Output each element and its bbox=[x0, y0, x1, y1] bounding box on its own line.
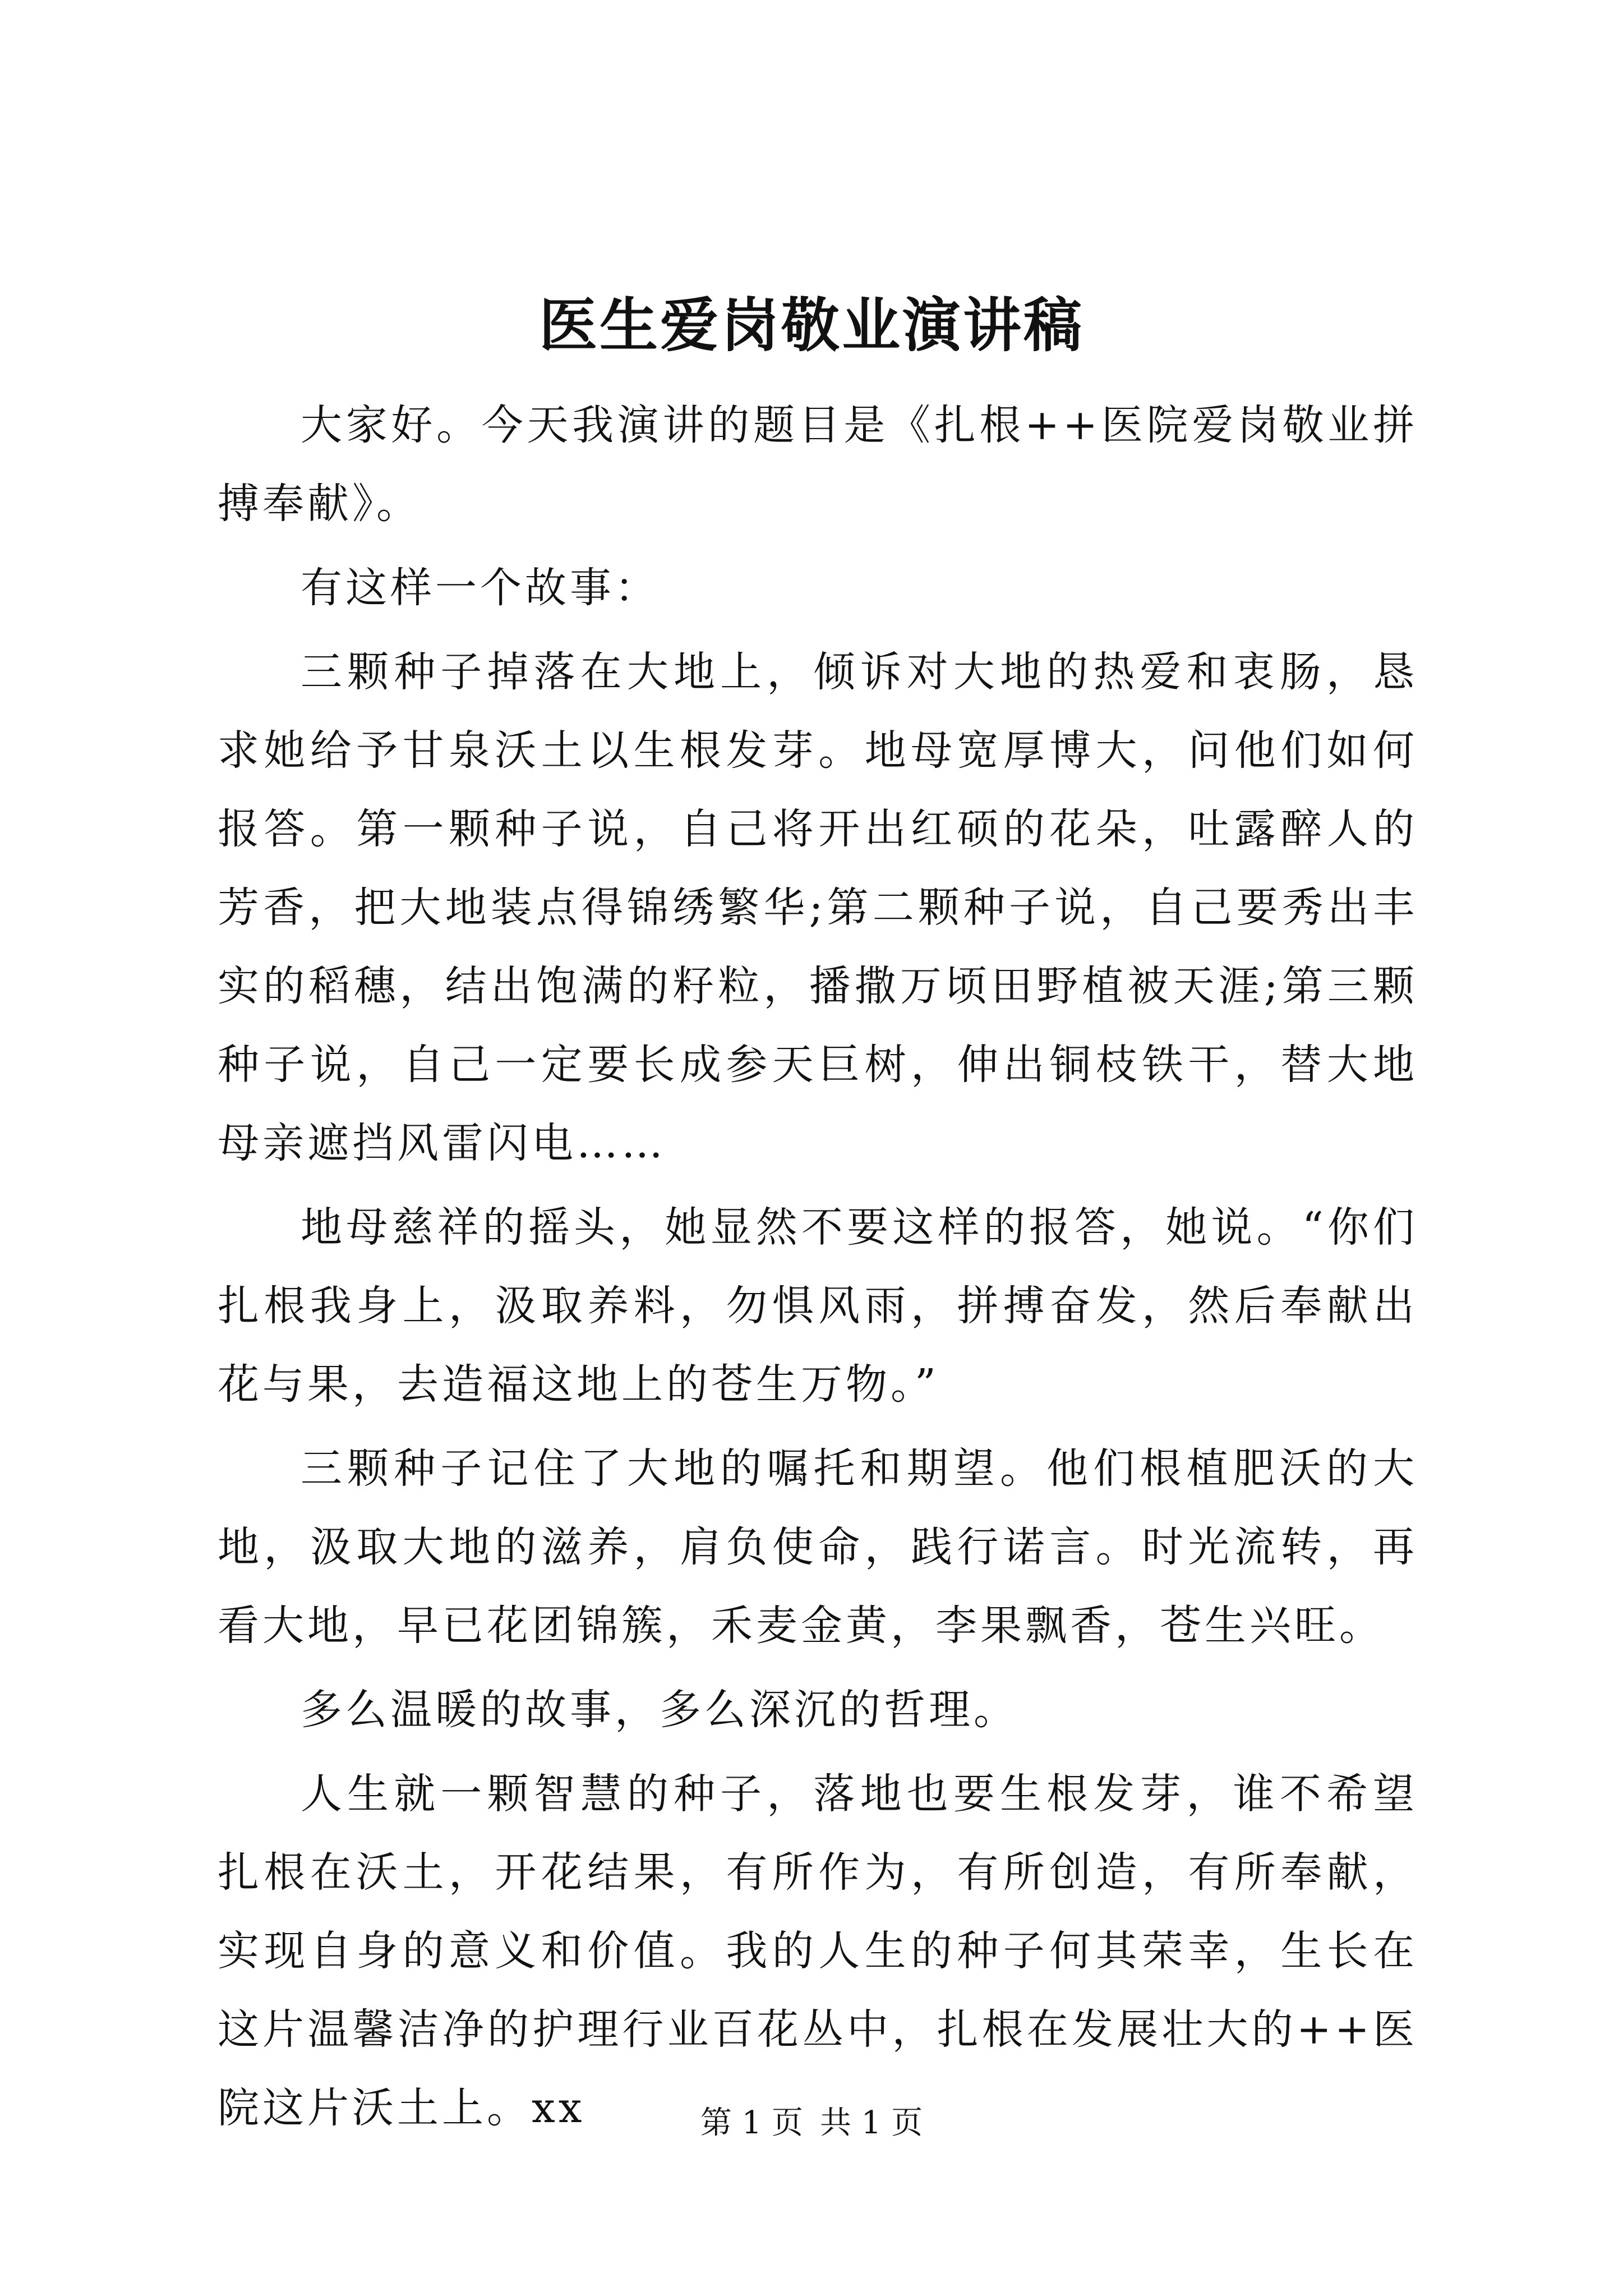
paragraph-story-intro: 有这样一个故事： bbox=[301, 564, 660, 612]
paragraph-greeting: 大家好。今天我演讲的题目是《扎根++医院爱岗敬业拼搏奉献》。 bbox=[218, 401, 1418, 528]
paragraph-reflection: 多么温暖的故事，多么深沉的哲理。 bbox=[301, 1686, 1018, 1734]
page-footer bbox=[0, 2101, 1623, 2146]
paragraph-seeds-remember: 三颗种子记住了大地的嘱托和期望。他们根植肥沃的大地，汲取大地的滋养，肩负使命，践行诺言。时光流转，再看大地，早已花团锦簇，禾麦金黄，李果飘香，苍生兴旺。 bbox=[218, 1444, 1418, 1650]
paragraph-life-seed: 人生就一颗智慧的种子，落地也要生根发芽，谁不希望扎根在沃土，开花结果，有所作为，有所创造，有所奉献，实现自身的意义和价值。我的人生的种子何其荣幸，生长在这片温馨洁净的护理行业百花丛中，扎根在发展壮大的++医院这片沃土上。xx bbox=[218, 1770, 1418, 2132]
paragraph-three-seeds: 三颗种子掉落在大地上，倾诉对大地的热爱和衷肠，恳求她给予甘泉沃土以生根发芽。地母宽厚博大，问他们如何报答。第一颗种子说，自己将开出红硕的花朵，吐露醉人的芳香，把大地装点得锦绣繁华;第二颗种子说，自己要秀出丰实的稻穗，结出饱满的籽粒，播撒万顷田野植被天涯;第三颗种子说，自己一定要长成参天巨树，伸出铜枝铁干，替大地母亲遮挡风雷闪电…… bbox=[218, 648, 1418, 1167]
page-number-total: 共 1 页 bbox=[820, 2105, 923, 2141]
document-title: 医生爱岗敬业演讲稿 bbox=[538, 291, 1084, 360]
page-number-current: 第 1 页 bbox=[700, 2105, 803, 2141]
document-body bbox=[218, 386, 1418, 2153]
paragraph-mother-earth: 地母慈祥的摇头，她显然不要这样的报答，她说。“你们扎根我身上，汲取养料，勿惧风雨，拼搏奋发，然后奉献出花与果，去造福这地上的苍生万物。” bbox=[218, 1203, 1418, 1409]
